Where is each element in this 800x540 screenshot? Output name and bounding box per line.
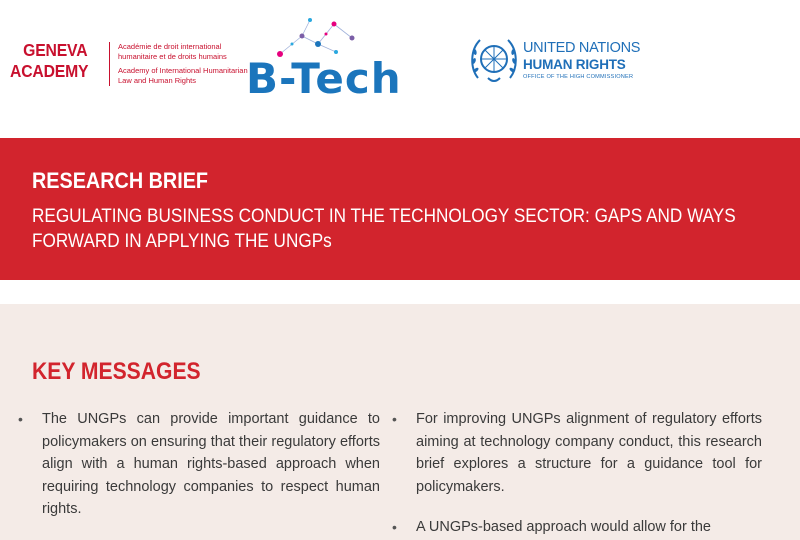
geneva-academy-logo <box>10 40 248 90</box>
geneva-french-tagline: Académie de droit international humanitaire et de droits humains <box>118 42 227 61</box>
un-subtitle: OFFICE OF THE HIGH COMMISSIONER <box>523 74 634 80</box>
bullet-icon: • <box>392 411 397 427</box>
btech-wordmark: B-Tech <box>246 54 402 103</box>
un-emblem-icon <box>468 32 520 88</box>
un-human-rights-logo <box>468 26 668 90</box>
un-title-line2: HUMAN RIGHTS <box>523 57 626 72</box>
bullet-text: For improving UNGPs alignment of regulatory efforts aiming at technology company conduct, this research brief explores a structure for a guidance tool for policymakers. <box>416 411 762 495</box>
header-logos <box>0 0 800 140</box>
bullet-text: A UNGPs-based approach would allow for the <box>416 519 711 535</box>
list-item <box>392 516 762 539</box>
key-messages-right-column <box>392 408 762 539</box>
title-banner <box>0 138 800 280</box>
separator-band <box>0 280 800 304</box>
key-messages-section <box>0 304 800 540</box>
btech-logo <box>240 14 440 114</box>
list-item <box>392 408 762 498</box>
geneva-english-tagline: Academy of International Humanitarian Law and Human Rights <box>118 66 248 85</box>
un-title-line1: UNITED NATIONS <box>523 40 641 56</box>
bullet-icon: • <box>392 519 397 535</box>
document-title: REGULATING BUSINESS CONDUCT IN THE TECHNOLOGY SECTOR: GAPS AND WAYS FORWARD IN APPLYING THE UNGPs <box>32 205 736 252</box>
bullet-icon: • <box>18 411 23 427</box>
key-messages-heading: KEY MESSAGES <box>32 358 201 385</box>
bullet-text: The UNGPs can provide important guidance to policymakers on ensuring that their regulatory efforts align with a human rights-based approach when requiring technology companies to respect human rights. <box>42 411 380 517</box>
list-item <box>18 408 380 521</box>
geneva-divider <box>109 42 110 86</box>
document-type-label: RESEARCH BRIEF <box>32 168 209 193</box>
key-messages-left-column <box>18 408 380 521</box>
geneva-academy-wordmark: GENEVA ACADEMY <box>10 40 89 81</box>
